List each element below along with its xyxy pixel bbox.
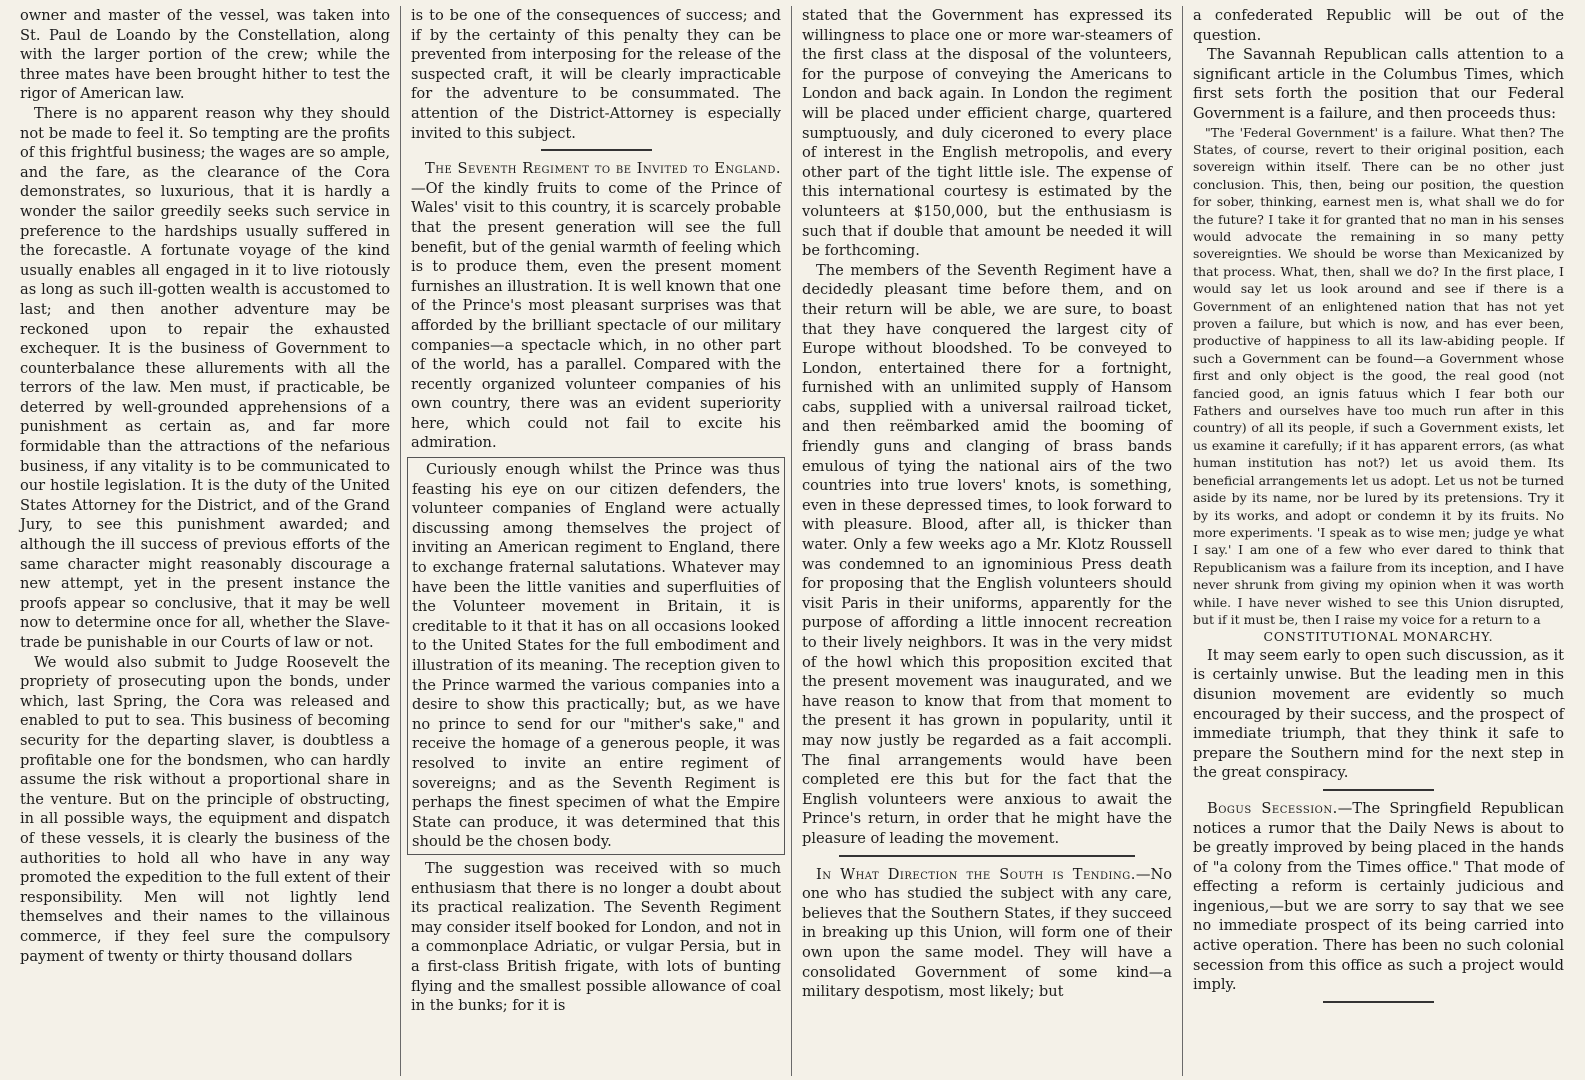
article-heading: The Seventh Regiment to be Invited to England. (425, 160, 781, 178)
article-heading: Bogus Secession. (1207, 799, 1338, 817)
article-paragraph: The members of the Seventh Regiment have a decidedly pleasant time before them, and on their return will be able, we are sure, to boast that they have conquered the largest city of Europe without bloodshed. To be conveyed to London, entertained there for a fortnight, furnished with an unlimited supply of Hansom cabs, supplied with a universal railroad ticket, and then reëmbarked amid the booming of friendly guns and clanging of brass bands emulous of tying the national airs of the two countries into true lovers' knots, is something, even in these depressed times, to look forward to with pleasure. Blood, after all, is thicker than water. Only a few weeks ago a Mr. Klotz Roussell was condemned to an ignominious Press death for proposing that the English volunteers should visit Paris in their uniforms, apparently for the purpose of affording a little innocent recreation to their lively neighbors. It was in the very midst of the howl which this proposition excited that the present movement was inaugurated, and we have reason to know that from that moment to the present it has grown in popularity, until it may now justly be regarded as a fait accompli. The final arrangements would have been completed ere this but for the fact that the English volunteers were anxious to await the Prince's return, in order that he might have the pleasure of leading the movement. (802, 261, 1172, 847)
column-2 (401, 6, 792, 1076)
section-divider (1323, 789, 1434, 791)
article-heading: In What Direction the South is Tending. (816, 865, 1136, 883)
quote-title: CONSTITUTIONAL MONARCHY. (1263, 629, 1494, 645)
highlighted-paragraph (407, 457, 785, 855)
article-lead-paragraph (1193, 799, 1564, 995)
article-paragraph: is to be one of the consequences of success; and if by the certainty of this penalty they can be prevented from interposing for the release of the suspected craft, it will be clearly impracticable for the adventure to be consummated. The attention of the District-Attorney is especially invited to this subject. (411, 7, 781, 142)
article-paragraph: We would also submit to Judge Roosevelt the propriety of prosecuting upon the bonds, under which, last Spring, the Cora was released and enabled to put to sea. This business of becoming security for the departing slaver, is doubtless a profitable one for the bondsmen, who can hardly assume the risk without a proportional share in the venture. But on the principle of obstructing, in all possible ways, the equipment and dispatch of these vessels, it is clearly the business of the authorities to hold all who have in any way promoted the expedition to the full extent of their responsibility. Men will not lightly lend themselves and their names to the villainous commerce, if they feel sure the compulsory payment of twenty or thirty thousand dollars (20, 653, 390, 965)
quote-text: "The 'Federal Government' is a failure. What then? The States, of course, revert to their original position, each sovereign within itself. There can be no other just conclusion. This, then, being our position, the question for sober, thinking, earnest men is, what shall we do for the future? I take it for granted that no man in his senses would advocate the remaining in so many petty sovereignties. We should be worse than Mexicanized by that process. What, then, shall we do? In the first place, I would say let us look around and see if there is a Government of an enlightened nation that has not yet proven a failure, but which is now, and has ever been, productive of happiness to all its law-abiding people. If such a Government can be found—a Government whose first and only object is the good, the real good (not fancied good, an ignis fatuus which I fear both our Fathers and ourselves have too much run after in this country) of all its people, if such a Government exists, let us examine it carefully; if it has apparent errors, (as what human institution has not?) let us avoid them. Its beneficial arrangements let us adopt. Let us not be turned aside by its name, nor be lured by its pretensions. Try it by its works, and adopt or condemn it by its fruits. No more experiments. 'I speak as to wise men; judge ye what I say.' I am one of a few who ever dared to think that Republicanism was a failure from its inception, and I have never shrunk from giving my opinion when it was worth while. I have never wished to see this Union disrupted, but if it must be, then I raise my voice for a return to a (1193, 124, 1564, 627)
column-4 (1183, 6, 1574, 1076)
article-paragraph: Curiously enough whilst the Prince was thus feasting his eye on our citizen defenders, the volunteer companies of England were actually discussing among themselves the project of inviting an American regiment to England, there to exchange fraternal salutations. Whatever may have been the little vanities and superfluities of the Volunteer movement in Britain, it is creditable to it that it has on all occasions looked to the United States for the full embodiment and illustration of its meaning. The reception given to the Prince warmed the various companies into a desire to show this practically; but, as we have no prince to send for our "mither's sake," and receive the homage of a generous people, it was resolved to invite an entire regiment of sovereigns; and as the Seventh Regiment is perhaps the finest specimen of what the Empire State can produce, it was determined that this should be the chosen body. (412, 461, 780, 851)
article-text: —No one who has studied the subject with any care, believes that the Southern States, if they succeed in breaking up this Union, will form one of their own upon the same model. They will have a consolidated Government of some kind—a military despotism, most likely; but (802, 865, 1172, 1001)
article-text: —Of the kindly fruits to come of the Prince of Wales' visit to this country, it is scarcely probable that the present generation will see the full benefit, but of the genial warmth of feeling which is to produce them, even the present moment furnishes an illustration. It is well known that one of the Prince's most pleasant surprises was that afforded by the brilliant spectacle of our military companies—a spectacle which, in no other part of the world, has a parallel. Compared with the recently organized volunteer companies of his own country, there was an evident superiority here, which could not fail to excite his admiration. (411, 179, 781, 452)
column-3 (792, 6, 1183, 1076)
section-divider (1323, 1001, 1434, 1003)
section-divider (541, 149, 652, 151)
article-paragraph: stated that the Government has expressed its willingness to place one or more war-steamers of the first class at the disposal of the volunteers, for the purpose of conveying the Americans to London and back again. In London the regiment will be placed under efficient charge, quartered sumptuously, and duly ciceroned to every place of interest in the English metropolis, and every other part of the tight little isle. The expense of this international courtesy is estimated by the volunteers at $150,000, but the enthusiasm is such that if double that amount be needed it will be forthcoming. (802, 7, 1172, 260)
article-lead-paragraph (802, 865, 1172, 1002)
article-paragraph: The Savannah Republican calls attention to a significant article in the Columbus Times, which first sets forth the position that our Federal Government is a failure, and then proceeds thus: (1193, 46, 1564, 122)
article-paragraph: a confederated Republic will be out of the question. (1193, 7, 1564, 44)
article-lead-paragraph (411, 159, 781, 453)
article-paragraph: There is no apparent reason why they should not be made to feel it. So tempting are the profits of this frightful business; the wages are so ample, and the fare, as the clearance of the Cora demonstrates, so luxurious, that it is hardly a wonder the sailor greedily seeks such service in preference to the hardships usually suffered in the forecastle. A fortunate voyage of the kind usually enables all engaged in it to live riotously as long as such ill-gotten wealth is accustomed to last; and then another adventure may be reckoned upon to repair the exhausted exchequer. It is the business of Government to counterbalance these allurements with all the terrors of the law. Men must, if practicable, be deterred by well-grounded apprehensions of a punishment as certain as, and far more formidable than the attractions of the nefarious business, if any vitality is to be communicated to our hostile legislation. It is the duty of the United States Attorney for the District, and of the Grand Jury, to see this punishment awarded; and although the ill success of previous efforts of the same character might reasonably discourage a new attempt, yet in the present instance the proofs appear so conclusive, that it may be well now to determine once for all, whether the Slave-trade be punishable in our Courts of law or not. (20, 104, 390, 651)
article-paragraph: It may seem early to open such discussion, as it is certainly unwise. But the leading men in this disunion movement are evidently so much encouraged by their success, and the prospect of immediate triumph, that they think it safe to prepare the Southern mind for the next step in the great conspiracy. (1193, 646, 1564, 782)
column-1 (10, 6, 401, 1076)
article-paragraph: The suggestion was received with so much enthusiasm that there is no longer a doubt about its practical realization. The Seventh Regiment may consider itself booked for London, and not in a commonplace Adriatic, or vulgar Persia, but in a first-class British frigate, with lots of bunting flying and the smallest possible allowance of coal in the bunks; for it is (411, 859, 781, 1015)
article-text: —The Springfield Republican notices a rumor that the Daily News is about to be greatly improved by being placed in the hands of "a colony from the Times office." That mode of effecting a reform is certainly judicious and ingenious,—but we are sorry to say that we see no immediate prospect of its being carried into active operation. There has been no such colonial secession from this office as such a project would imply. (1193, 799, 1565, 994)
article-paragraph: owner and master of the vessel, was taken into St. Paul de Loando by the Constellation, along with the larger portion of the crew; while the three mates have been brought hither to test the rigor of American law. (20, 7, 390, 103)
section-divider (839, 855, 1135, 857)
block-quote (1193, 124, 1564, 646)
